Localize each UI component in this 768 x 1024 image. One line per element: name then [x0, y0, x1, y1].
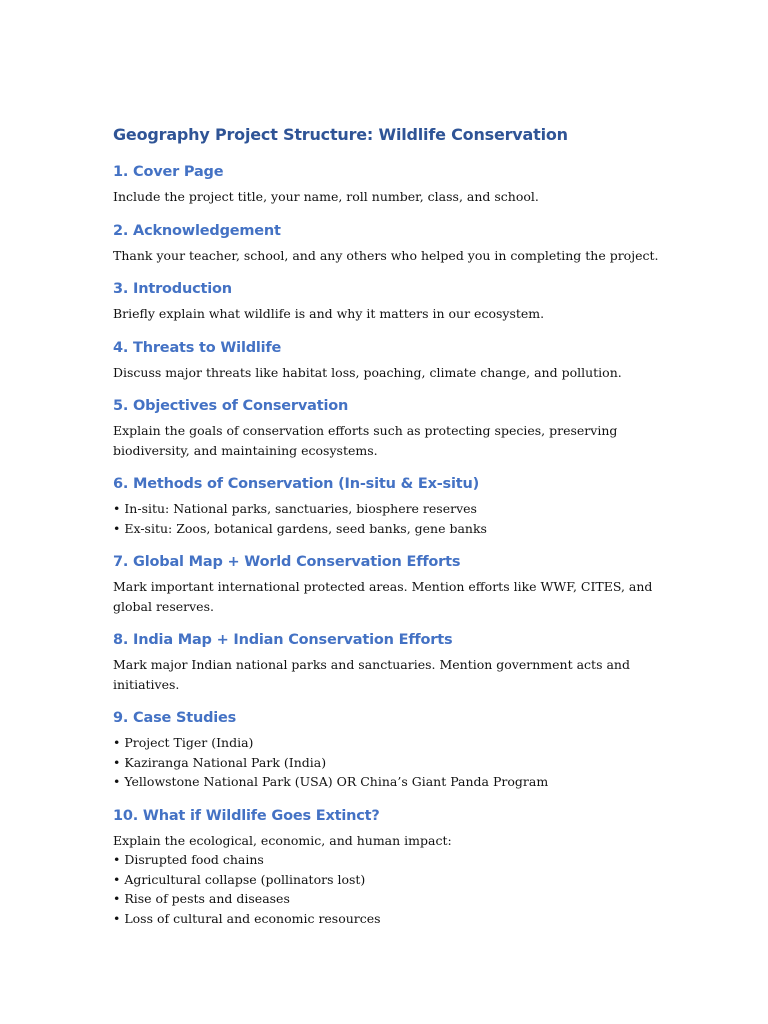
bullet-list [113, 499, 673, 538]
bullet-item: • Rise of pests and diseases [113, 889, 673, 909]
section-heading: 2. Acknowledgement [113, 222, 281, 239]
section [113, 552, 673, 616]
section-text: Thank your teacher, school, and any others who helped you in completing the project. [113, 247, 659, 263]
document-content [113, 124, 673, 942]
section-heading: 1. Cover Page [113, 164, 224, 180]
section-text: Explain the goals of conservation efforts such as protecting species, preserving biodiversity, and maintaining ecosystems. [113, 423, 618, 458]
section [113, 708, 673, 792]
section-text: Mark major Indian national parks and sanctuaries. Mention government acts and initiatives. [113, 657, 630, 692]
bullet-item: • Disrupted food chains [113, 850, 673, 870]
section [113, 338, 673, 383]
section [113, 806, 673, 929]
section-text: Include the project title, your name, roll number, class, and school. [113, 189, 539, 204]
bullet-item: • Ex-situ: Zoos, botanical gardens, seed banks, gene banks [113, 519, 673, 539]
bullet-item: • Kaziranga National Park (India) [113, 753, 673, 773]
bullet-item: • Yellowstone National Park (USA) OR China’s Giant Panda Program [113, 772, 673, 792]
document-title: Geography Project Structure: Wildlife Conservation [113, 125, 568, 144]
bullet-item: • Project Tiger (India) [113, 733, 673, 753]
section-heading: 10. What if Wildlife Goes Extinct? [113, 807, 380, 824]
section-heading: 7. Global Map + World Conservation Efforts [113, 554, 461, 570]
section-heading: 5. Objectives of Conservation [113, 398, 349, 414]
section-heading: 8. India Map + Indian Conservation Efforts [113, 632, 453, 648]
bullet-list [113, 733, 673, 792]
bullet-item: • In-situ: National parks, sanctuaries, biosphere reserves [113, 499, 673, 519]
bullet-item: • Loss of cultural and economic resources [113, 909, 673, 929]
section [113, 162, 673, 207]
bullet-list [113, 850, 673, 928]
section-heading: 9. Case Studies [113, 710, 237, 726]
section-list [113, 162, 673, 928]
section-text: Explain the ecological, economic, and human impact: [113, 832, 452, 848]
section-text: Discuss major threats like habitat loss, poaching, climate change, and pollution. [113, 364, 622, 380]
section [113, 630, 673, 694]
section [113, 221, 673, 266]
section [113, 279, 673, 324]
section-heading: 4. Threats to Wildlife [113, 339, 282, 356]
section [113, 474, 673, 538]
section [113, 396, 673, 460]
section-heading: 6. Methods of Conservation (In-situ & Ex-situ) [113, 476, 480, 492]
section-text: Briefly explain what wildlife is and why it matters in our ecosystem. [113, 306, 545, 321]
section-heading: 3. Introduction [113, 281, 232, 297]
section-text: Mark important international protected areas. Mention efforts like WWF, CITES, and global reserves. [113, 579, 653, 614]
bullet-item: • Agricultural collapse (pollinators lost) [113, 870, 673, 890]
